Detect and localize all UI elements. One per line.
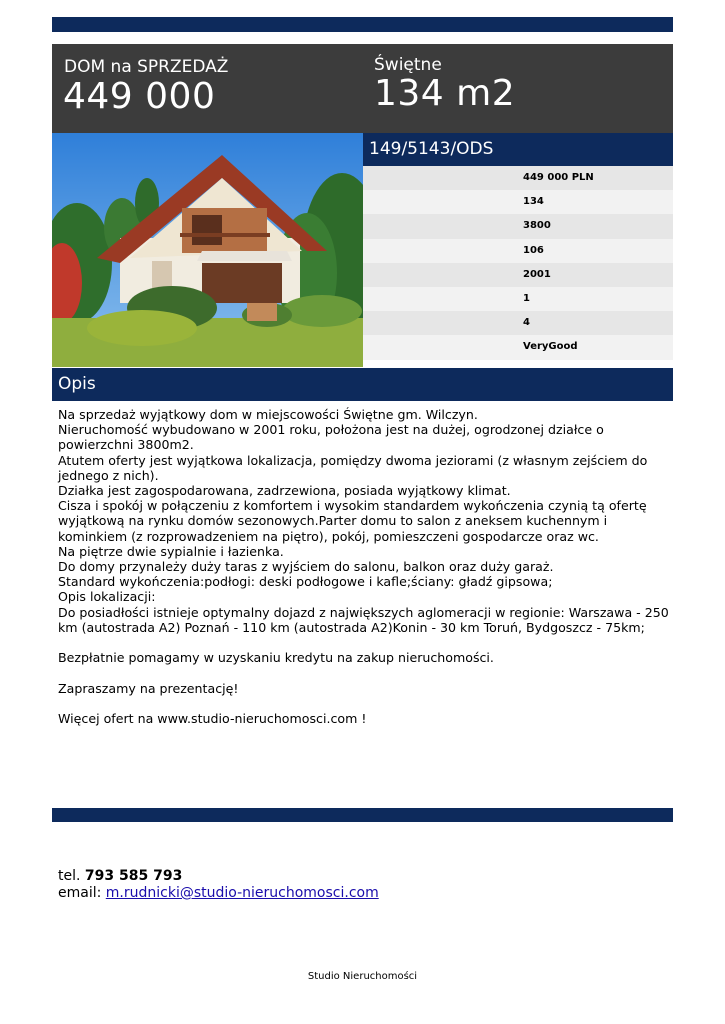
detail-row-area: 134	[363, 190, 673, 214]
top-accent-bar	[52, 17, 673, 32]
detail-row-plot-area: 3800	[363, 214, 673, 238]
property-photo	[52, 133, 363, 367]
detail-row-condition: VeryGood	[363, 335, 673, 359]
area-heading: 134 m2	[374, 73, 516, 114]
email-link[interactable]: m.rudnicki@studio-nieruchomosci.com	[105, 885, 379, 901]
section-divider-bar	[52, 808, 673, 822]
property-type-label: DOM na SPRZEDAŻ	[64, 57, 229, 77]
price-heading: 449 000	[63, 76, 216, 117]
description-heading: Opis	[52, 368, 673, 401]
email-label: email:	[58, 885, 102, 901]
phone-label: tel.	[58, 868, 81, 884]
listing-header	[52, 44, 673, 133]
detail-row: 1	[363, 287, 673, 311]
location-label: Świętne	[374, 55, 442, 75]
contact-block	[58, 868, 379, 902]
footer-company-name: Studio Nieruchomości	[307, 971, 418, 982]
detail-row: 4	[363, 311, 673, 335]
description-text: Na sprzedaż wyjątkowy dom w miejscowości Świętne gm. Wilczyn. Nieruchomość wybudowano w 2001 roku, położona jest na dużej, ogrodzonej działce o powierzchni 3800m2. Atutem oferty jest wyjątkowa lokalizacja, pomiędzy dwoma jeziorami (z własnym zejściem do jednego z nich). Działka jest zagospodarowana, zadrzewiona, posiada wyjątkowy klimat. Cisza i spokój w połączeniu z komfortem i wysokim standardem wykończenia czynią tą ofertę wyjątkową na rynku domów sezonowych.Parter domu to salon z aneksem kuchennym i kominkiem (z rozprowadzeniem na piętro), pokój, pomieszczeni gospodarcze oraz wc. Na piętrze dwie sypialnie i łazienka. Do domy przynależy duży taras z wyjściem do salonu, balkon oraz duży garaż. Standard wykończenia:podłogi: deski podłogowe i kafle;ściany: gładź gipsowa; Opis lokalizacji: Do posiadłości istnieje optymalny dojazd z największych aglomeracji w regionie: Warszawa - 250 km (autostrada A2) Poznań - 110 km (autostrada A2)Konin - 30 km Toruń, Bydgoszcz - 75km; Bezpłatnie pomagamy w uzyskaniu kredytu na zakup nieruchomości. Zapraszamy na prezentację! Więcej ofert na www.studio-nieruchomosci.com !	[58, 407, 669, 727]
reference-number: 149/5143/ODS	[363, 133, 673, 166]
details-table	[363, 166, 673, 360]
email-line	[58, 885, 379, 902]
detail-row: 106	[363, 239, 673, 263]
detail-row-year-built: 2001	[363, 263, 673, 287]
phone-line	[58, 868, 379, 885]
detail-row-price: 449 000 PLN	[363, 166, 673, 190]
phone-number: 793 585 793	[84, 868, 183, 884]
